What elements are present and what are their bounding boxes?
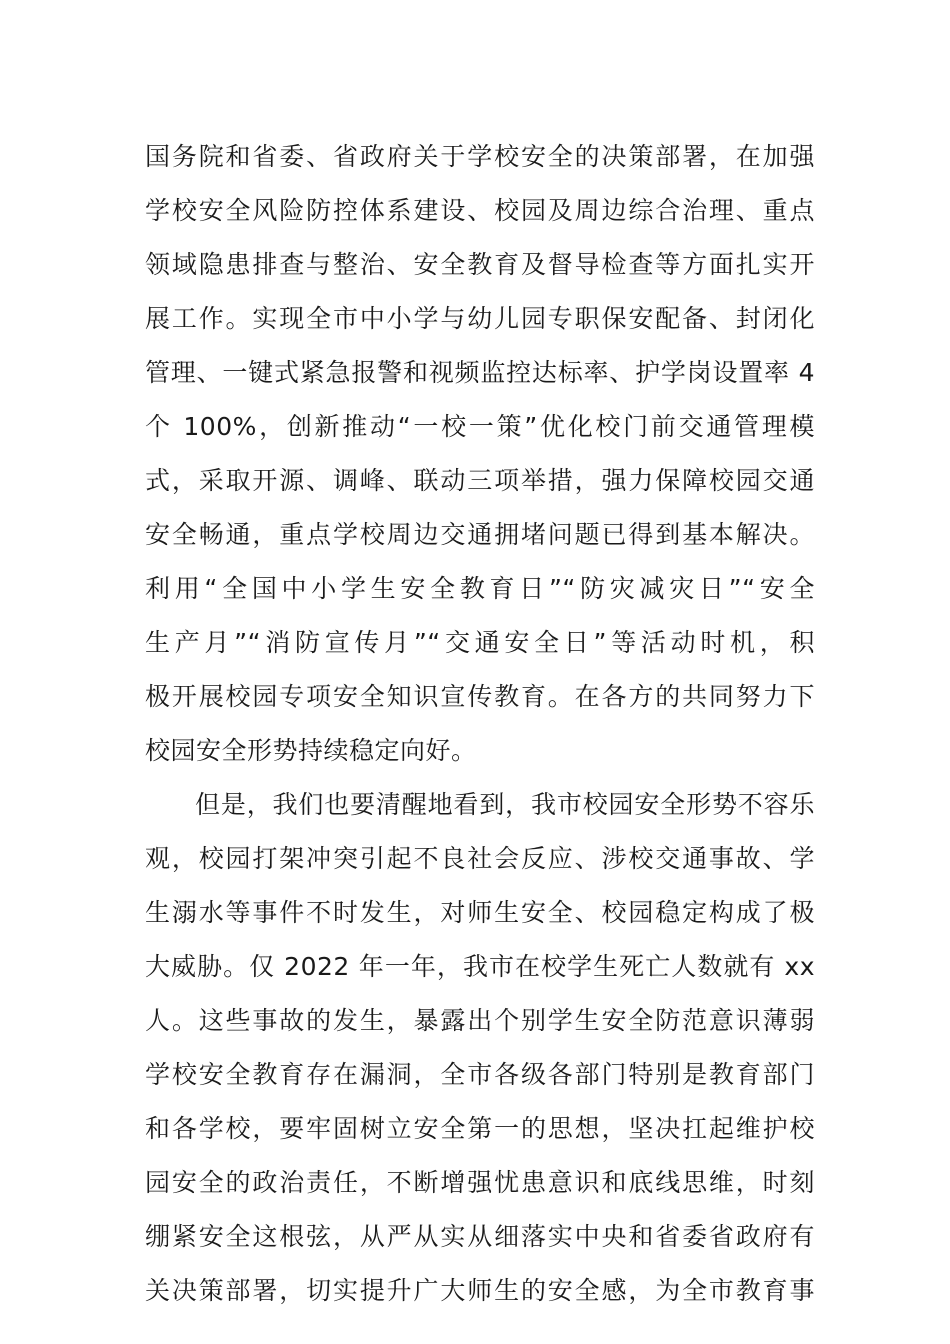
text-line: 生溺水等事件不时发生，对师生安全、校园稳定构成了极 <box>145 898 815 927</box>
text-line: 学校安全教育存在漏洞，全市各级各部门特别是教育部门 <box>145 1060 815 1089</box>
text-line: 利用“全国中小学生安全教育日”“防灾减灾日”“安全 <box>145 574 815 603</box>
text-line: 管理、一键式紧急报警和视频监控达标率、护学岗设置率 4 <box>145 358 815 387</box>
text-line: 和各学校，要牢固树立安全第一的思想，坚决扛起维护校 <box>145 1114 815 1143</box>
text-line: 园安全的政治责任，不断增强忧患意识和底线思维，时刻 <box>145 1168 815 1197</box>
text-line: 极开展校园专项安全知识宣传教育。在各方的共同努力下 <box>145 682 815 711</box>
text-line: 式，采取开源、调峰、联动三项举措，强力保障校园交通 <box>145 466 815 495</box>
text-line: 关决策部署，切实提升广大师生的安全感，为全市教育事 <box>145 1276 815 1305</box>
text-line: 生产月”“消防宣传月”“交通安全日”等活动时机，积 <box>145 628 815 657</box>
text-line: 领域隐患排查与整治、安全教育及督导检查等方面扎实开 <box>145 250 815 279</box>
text-line: 大威胁。仅 2022 年一年，我市在校学生死亡人数就有 xx <box>145 952 815 981</box>
text-line: 人。这些事故的发生，暴露出个别学生安全防范意识薄弱 <box>145 1006 815 1035</box>
text-line: 国务院和省委、省政府关于学校安全的决策部署，在加强 <box>145 142 815 171</box>
text-line: 展工作。实现全市中小学与幼儿园专职保安配备、封闭化 <box>145 304 815 333</box>
paragraph-start-line: 但是，我们也要清醒地看到，我市校园安全形势不容乐 <box>195 790 815 819</box>
text-line: 绷紧安全这根弦，从严从实从细落实中央和省委省政府有 <box>145 1222 815 1251</box>
text-line: 学校安全风险防控体系建设、校园及周边综合治理、重点 <box>145 196 815 225</box>
text-line: 安全畅通，重点学校周边交通拥堵问题已得到基本解决。 <box>145 520 815 549</box>
paragraph-end-line: 校园安全形势持续稳定向好。 <box>145 736 477 765</box>
text-line: 观，校园打架冲突引起不良社会反应、涉校交通事故、学 <box>145 844 815 873</box>
body-text <box>145 130 815 1318</box>
text-line: 个 100%，创新推动“一校一策”优化校门前交通管理模 <box>145 412 815 441</box>
